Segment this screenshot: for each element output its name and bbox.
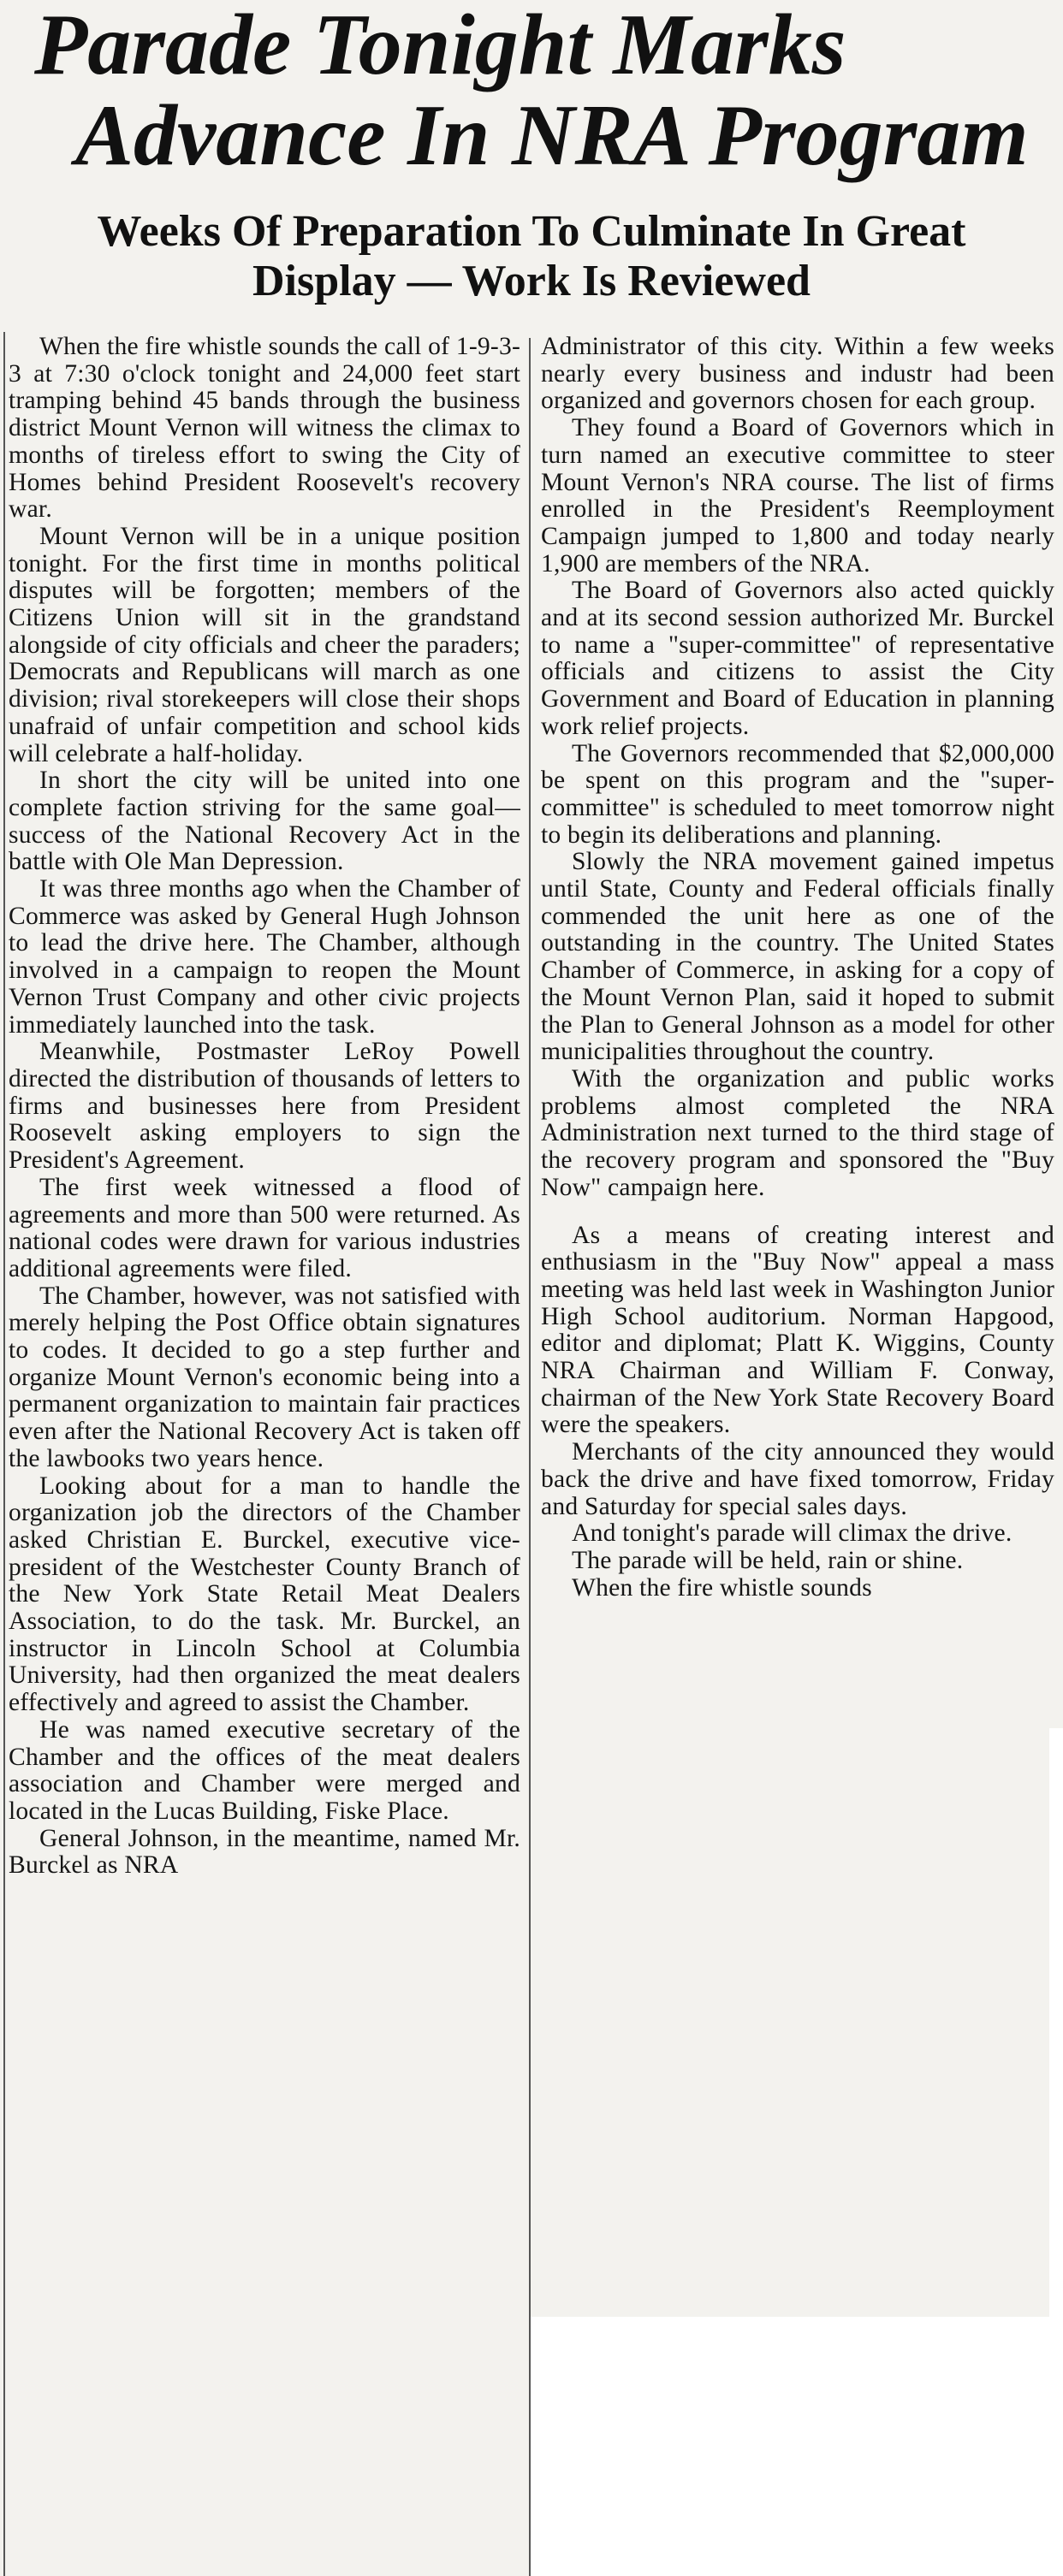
headline-line-2: Advance In NRA Program <box>75 87 1029 184</box>
paragraph: Slowly the NRA movement gained impetus until State, County and Federal officials finally commended the unit here as one of the outstanding in the country. The United States Chamber of Commerce, in asking for a copy of the Mount Vernon Plan, said it hoped to submit the Plan to General Johnson as a model for other municipalities throughout the country. <box>541 848 1054 1066</box>
column-divider-rule <box>529 338 531 2576</box>
paragraph: Meanwhile, Postmaster LeRoy Powell directed the distribution of thousands of letters to firms and businesses here from President Roosevelt asking employers to sign the President's Agreement. <box>9 1038 520 1175</box>
headline <box>34 0 1061 184</box>
paragraph: The first week witnessed a flood of agreements and more than 500 were returned. As national codes were drawn for various industries additional agreements were filed. <box>9 1173 520 1282</box>
paragraph: With the organization and public works problems almost completed the NRA Administration next turned to the third stage of the recovery program and sponsored the "Buy Now" campaign here. <box>541 1064 1054 1201</box>
left-column <box>9 334 520 1880</box>
paragraph: The Board of Governors also acted quickly and at its second session authorized Mr. Burckel to name a "super-committee" of representative officials and citizens to assist the City Government and Board of Education in planning work relief projects. <box>541 577 1054 740</box>
paragraph: They found a Board of Governors which in turn named an executive committee to steer Mount Vernon's NRA course. The list of firms enrolled in the President's Reemployment Campaign jumped to 1,800 and today nearly 1,900 are members of the NRA. <box>541 414 1054 577</box>
paragraph: In short the city will be united into one complete faction striving for the same goal—success of the National Recovery Act in the battle with Ole Man Depression. <box>9 767 520 876</box>
blank-area <box>531 2317 1063 2576</box>
paragraph: Mount Vernon will be in a unique position tonight. For the first time in months political disputes will be forgotten; members of the Citizens Union will sit in the grandstand alongside of city officials and cheer the paraders; Democrats and Republicans will march as one division; rival storekeepers will close their shops unafraid of unfair competition and school kids will celebrate a half-holiday. <box>9 522 520 767</box>
paragraph: He was named executive secretary of the Chamber and the offices of the meat dealers association and Chamber were merged and located in the Lucas Building, Fiske Place. <box>9 1715 520 1825</box>
paragraph: And tonight's parade will climax the drive. <box>572 1519 1013 1548</box>
paragraph: The Governors recommended that $2,000,000 be spent on this program and the "super-committee" is scheduled to meet tomorrow night to begin its deliberations and planning. <box>541 739 1054 849</box>
paragraph: As a means of creating interest and enthusiasm in the "Buy Now" appeal a mass meeting was held last week in Washington Junior High School auditorium. Norman Hapgood, editor and diplomat; Platt K. Wiggins, County NRA Chairman and William F. Conway, chairman of the New York State Recovery Board were the speakers. <box>541 1221 1054 1439</box>
left-border-rule <box>3 332 5 2576</box>
paragraph: The Chamber, however, was not satisfied with merely helping the Post Office obtain signatures to codes. It decided to go a step further and organize Mount Vernon's economic being into a permanent organization to maintain fair practices even after the National Recovery Act is taken off the lawbooks two years hence. <box>9 1282 520 1472</box>
paragraph: The parade will be held, rain or shine. <box>572 1546 964 1574</box>
subheadline-line-2: Display — Work Is Reviewed <box>252 257 811 305</box>
paragraph: Administrator of this city. Within a few weeks nearly every business and industr had been organized and governors chosen for each group. <box>541 333 1054 415</box>
paragraph: It was three months ago when the Chamber of Commerce was asked by General Hugh Johnson to lead the drive here. The Chamber, although involved in a campaign to reopen the Mount Vernon Trust Company and other civic projects immediately launched into the task. <box>9 875 520 1039</box>
subheadline <box>0 207 1063 306</box>
headline-line-1: Parade Tonight Marks <box>34 0 846 93</box>
right-column <box>541 334 1054 1602</box>
paragraph: When the fire whistle sounds <box>572 1573 872 1602</box>
paragraph: When the fire whistle sounds the call of 1-9-3-3 at 7:30 o'clock tonight and 24,000 feet start tramping behind 45 bands through the business district Mount Vernon will witness the climax to months of tireless effort to swing the City of Homes behind President Roosevelt's recovery war. <box>9 333 520 524</box>
paragraph: General Johnson, in the meantime, named Mr. Burckel as NRA <box>9 1824 520 1880</box>
blank-edge <box>1049 1728 1063 2576</box>
subheadline-line-1: Weeks Of Preparation To Culminate In Great <box>97 207 966 256</box>
paragraph: Merchants of the city announced they would back the drive and have fixed tomorrow, Friday and Saturday for special sales days. <box>541 1438 1054 1520</box>
paragraph: Looking about for a man to handle the organization job the directors of the Chamber asked Christian E. Burckel, executive vice-president of the Westchester County Branch of the New York State Retail Meat Dealers Association, to do the task. Mr. Burckel, an instructor in Lincoln School at Columbia University, had then organized the meat dealers effectively and agreed to assist the Chamber. <box>9 1472 520 1717</box>
